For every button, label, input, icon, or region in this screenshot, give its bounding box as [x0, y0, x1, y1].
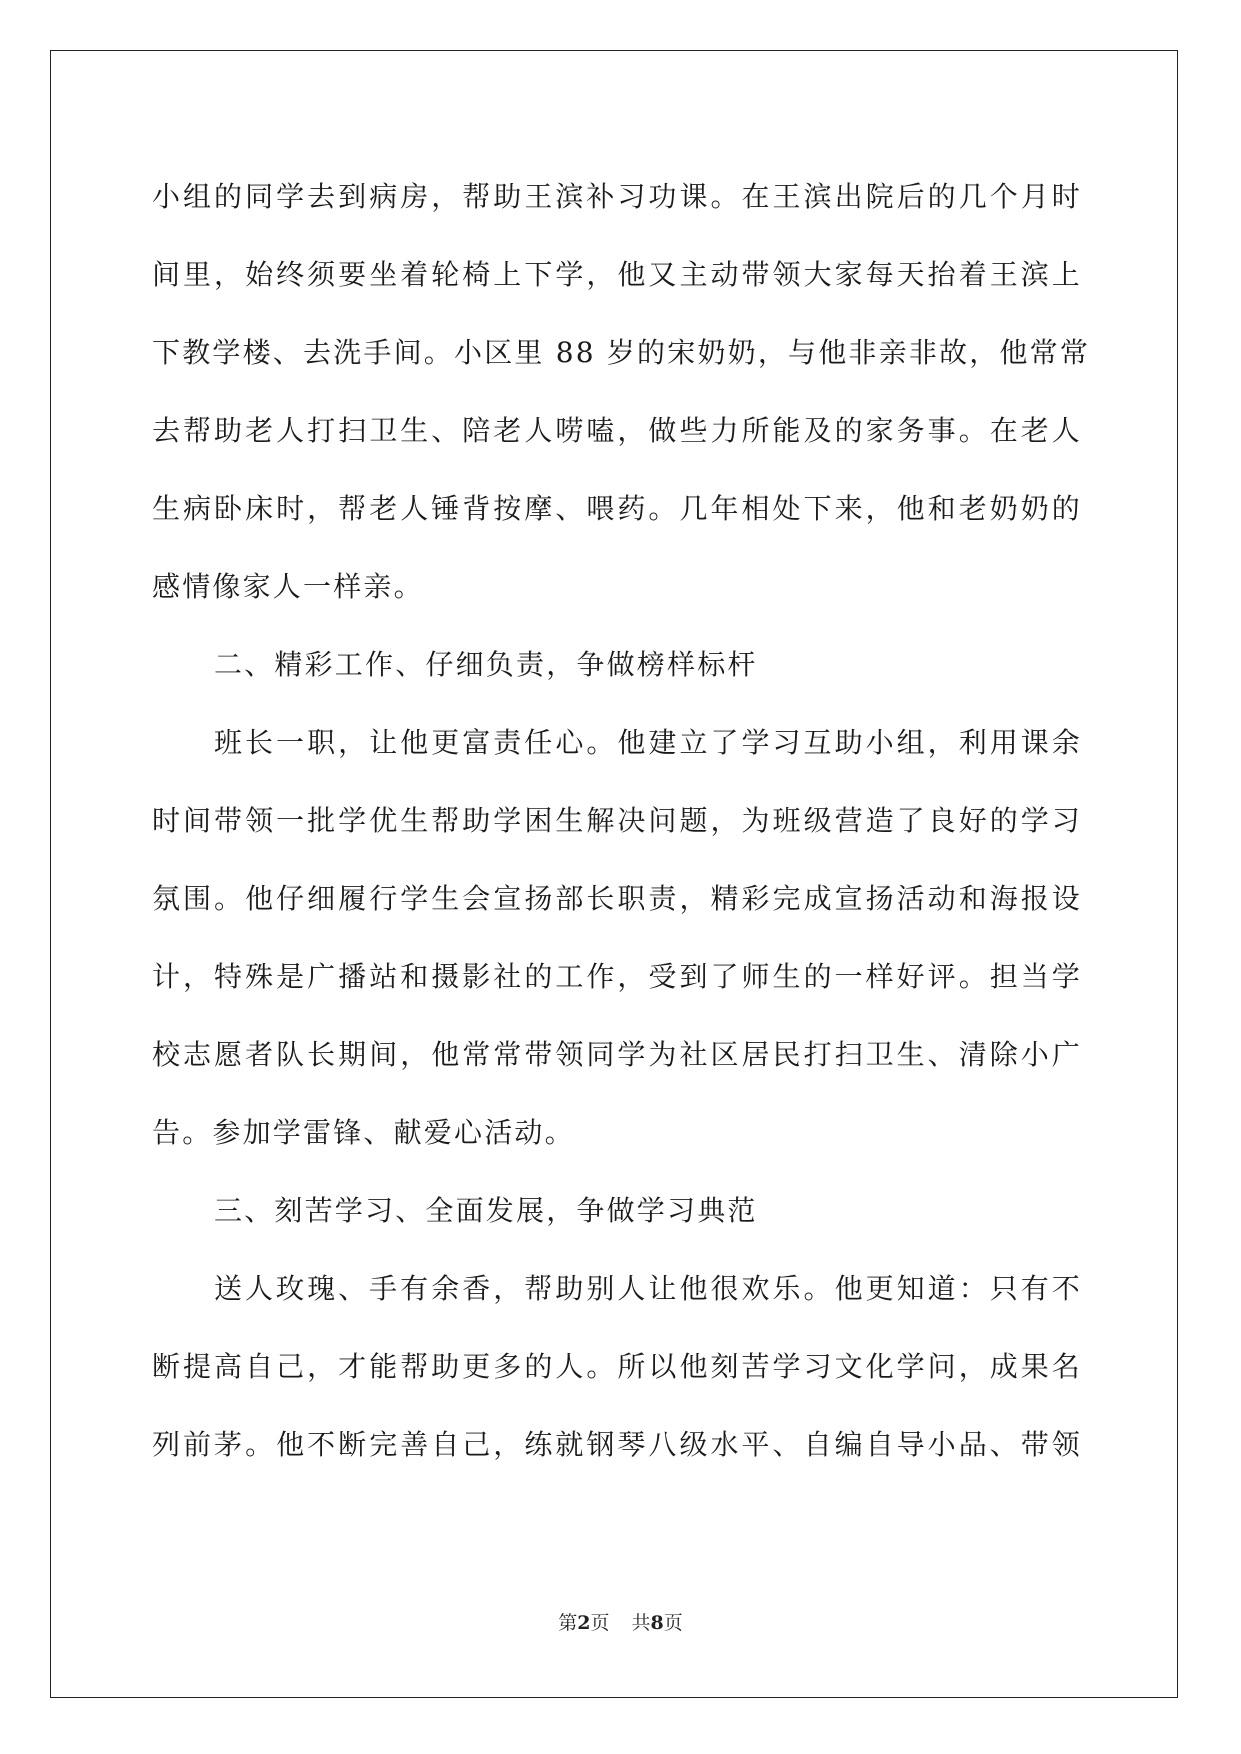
text-line: 班长一职，让他更富责任心。他建立了学习互助小组，利用课余 [214, 726, 1082, 759]
total-suffix: 页 [663, 1612, 683, 1634]
text-line: 校志愿者队长期间，他常常带领同学为社区居民打扫卫生、清除小广 [152, 1038, 1082, 1071]
text-line: 间里，始终须要坐着轮椅上下学，他又主动带领大家每天抬着王滨上 [152, 258, 1082, 291]
text-line: 去帮助老人打扫卫生、陪老人唠嗑，做些力所能及的家务事。在老人 [152, 414, 1082, 447]
page-prefix: 第 [558, 1612, 578, 1634]
section-heading-3: 三、刻苦学习、全面发展，争做学习典范 [214, 1194, 758, 1227]
text-line: 感情像家人一样亲。 [152, 570, 424, 603]
document-body [152, 158, 1091, 1484]
text-line: 下教学楼、去洗手间。小区里 88 岁的宋奶奶，与他非亲非故，他常常 [152, 336, 1091, 369]
page-suffix: 页 [590, 1612, 610, 1634]
text-line: 告。参加学雷锋、献爱心活动。 [152, 1116, 575, 1149]
text-line: 计，特殊是广播站和摄影社的工作，受到了师生的一样好评。担当学 [152, 960, 1082, 993]
text-line: 小组的同学去到病房，帮助王滨补习功课。在王滨出院后的几个月时 [152, 180, 1082, 213]
text-line: 生病卧床时，帮老人锤背按摩、喂药。几年相处下来，他和老奶奶的 [152, 492, 1082, 525]
text-line: 氛围。他仔细履行学生会宣扬部长职责，精彩完成宣扬活动和海报设 [152, 882, 1082, 915]
total-prefix: 共 [631, 1612, 651, 1634]
text-line: 断提高自己，才能帮助更多的人。所以他刻苦学习文化学问，成果名 [152, 1350, 1082, 1383]
total-page-number: 8 [650, 1612, 664, 1634]
current-page-number: 2 [577, 1612, 591, 1634]
text-line: 列前茅。他不断完善自己，练就钢琴八级水平、自编自导小品、带领 [152, 1428, 1082, 1461]
section-heading-2: 二、精彩工作、仔细负责，争做榜样标杆 [214, 648, 758, 681]
page-footer [0, 1608, 1241, 1635]
text-line: 时间带领一批学优生帮助学困生解决问题，为班级营造了良好的学习 [152, 804, 1082, 837]
text-line: 送人玫瑰、手有余香，帮助别人让他很欢乐。他更知道：只有不 [214, 1272, 1082, 1305]
